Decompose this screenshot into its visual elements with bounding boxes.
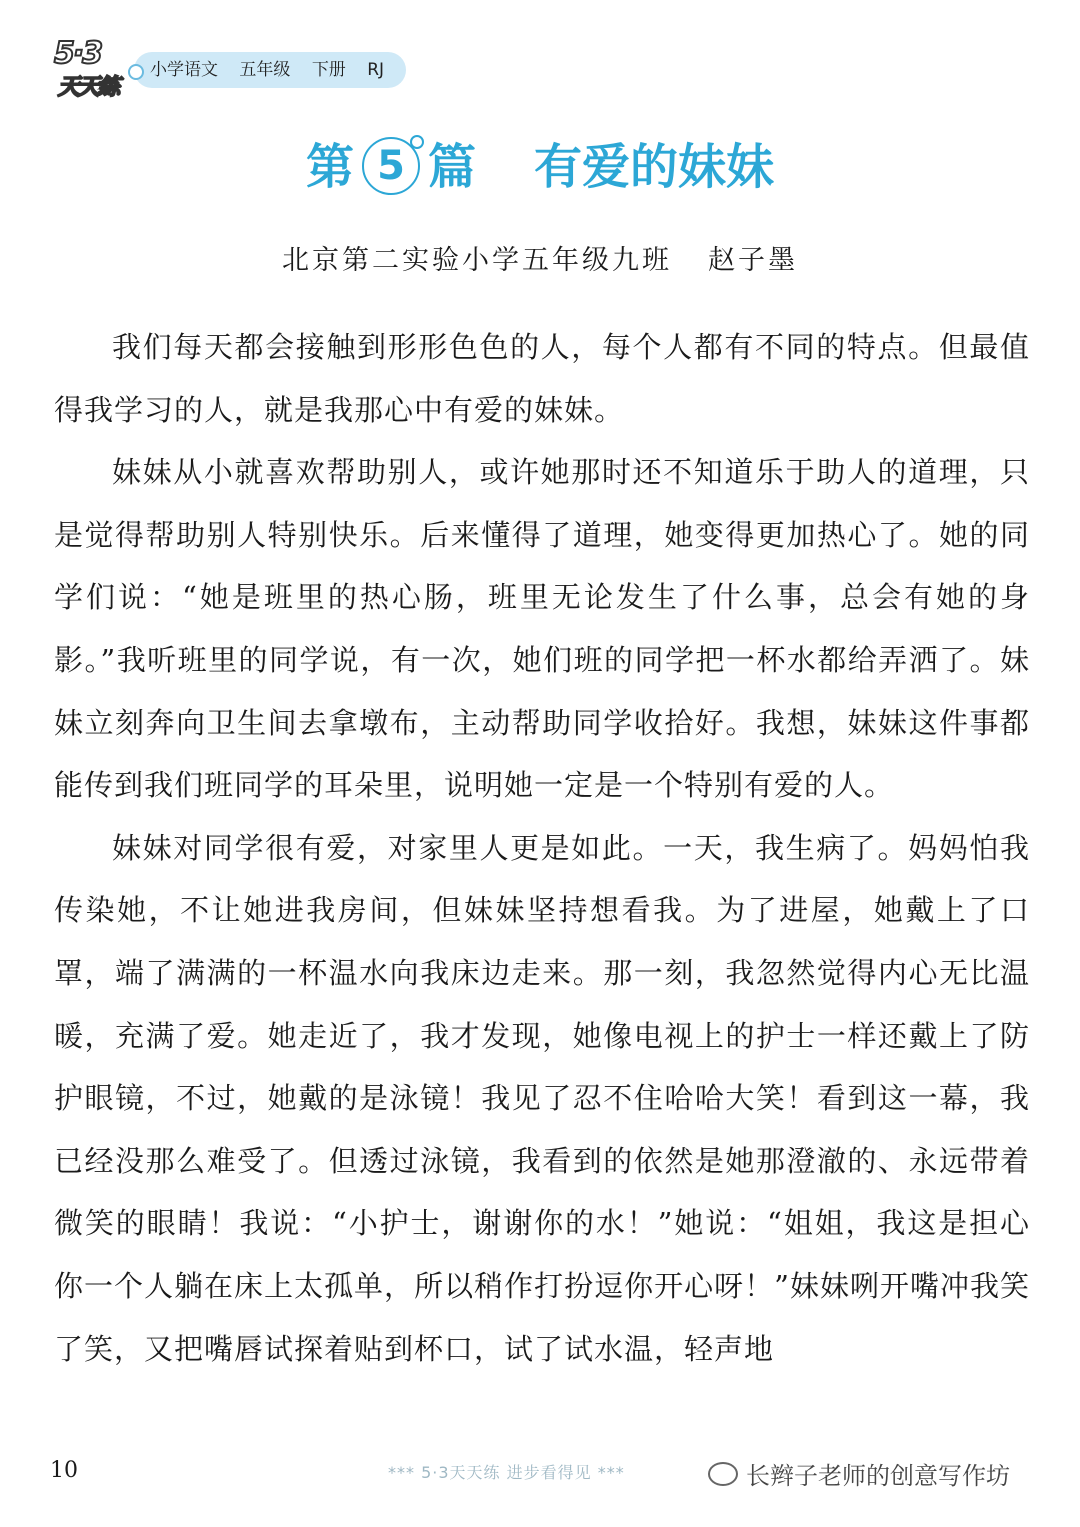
logo-number: 5·3 [54,36,102,71]
title-suffix: 篇 [427,139,476,195]
author-line [0,238,1080,277]
book-info-pill [134,52,406,88]
essay-body [54,316,1030,1380]
watermark-text: 长辫子老师的创意写作坊 [746,1462,1010,1490]
page-title [0,128,1080,197]
author-name: 赵子墨 [708,245,798,276]
series-logo [48,36,128,106]
essay-paragraph-2: 妹妹从小就喜欢帮助别人，或许她那时还不知道乐于助人的道理，只是觉得帮助别人特别快乐。后来懂得了道理，她变得更加热心了。她的同学们说：“她是班里的热心肠，班里无论发生了什么事，总会有她的身影。”我听班里的同学说，有一次，她们班的同学把一杯水都给弄洒了。妹妹立刻奔向卫生间去拿墩布，主动帮助同学收拾好。我想，妹妹这件事都能传到我们班同学的耳朵里，说明她一定是一个特别有爱的人。 [54,455,1030,803]
logo-text: 天天练 [58,75,119,100]
essay-paragraph-1: 我们每天都会接触到形形色色的人，每个人都有不同的特点。但最值得我学习的人，就是我那心中有爱的妹妹。 [54,330,1030,427]
essay-paragraph-3: 妹妹对同学很有爱，对家里人更是如此。一天，我生病了。妈妈怕我传染她，不让她进我房间，但妹妹坚持想看我。为了进屋，她戴上了口罩，端了满满的一杯温水向我床边走来。那一刻，我忽然觉得内心无比温暖，充满了爱。她走近了，我才发现，她像电视上的护士一样还戴上了防护眼镜，不过，她戴的是泳镜！我见了忍不住哈哈大笑！看到这一幕，我已经没那么难受了。但透过泳镜，我看到的依然是她那澄澈的、永远带着微笑的眼睛！我说：“小护士，谢谢你的水！”她说：“姐姐，我这是担心你一个人躺在床上太孤单，所以稍作打扮逗你开心呀！”妹妹咧开嘴冲我笑了笑，又把嘴唇试探着贴到杯口，试了试水温，轻声地 [54,830,1030,1366]
title-number-circle: 5 [362,137,420,195]
footer-slogan: *** 5·3天天练 进步看得见 *** [388,1463,625,1482]
title-prefix: 第 [305,139,354,195]
book-header [48,36,428,106]
subject-label: 小学语文 [150,60,218,80]
edition-label: RJ [367,60,385,80]
volume-label: 下册 [311,60,346,80]
grade-label: 五年级 [239,60,291,80]
wechat-icon [708,1462,738,1486]
watermark [708,1456,1010,1491]
page-number: 10 [50,1458,78,1483]
author-school: 北京第二实验小学五年级九班 [282,245,672,276]
page-footer [0,1448,1080,1498]
title-text: 有爱的妹妹 [534,139,775,195]
